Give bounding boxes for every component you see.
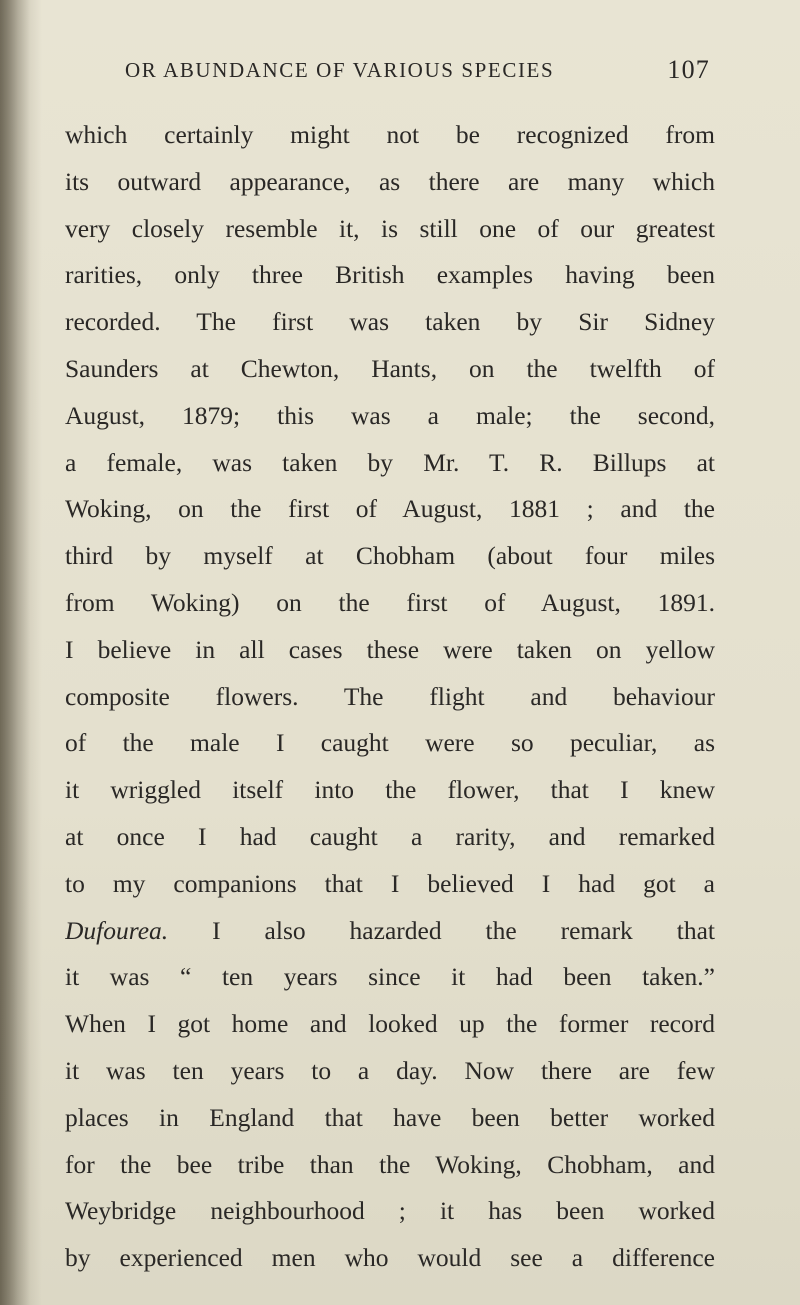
text-line: I believe in all cases these were taken on yellow: [65, 634, 715, 664]
text-line: which certainly might not be recognized from: [65, 120, 715, 149]
running-title: OR ABUNDANCE OF VARIOUS SPECIES: [125, 58, 555, 82]
text-line-continuation: I also hazarded the remark that: [168, 915, 715, 945]
text-line: Weybridge neighbourhood ; it has been worked: [65, 1196, 715, 1226]
text-line: it wriggled itself into the flower, that I knew: [65, 775, 715, 805]
text-line: by experienced men who would see a difference: [65, 1243, 715, 1273]
body-text: [65, 112, 715, 1282]
text-line: places in England that have been better worked: [65, 1102, 715, 1132]
text-line: composite flowers. The flight and behaviour: [65, 681, 715, 711]
page-spine-shadow: [0, 0, 30, 1305]
running-head: [125, 55, 710, 98]
text-line-dufourea: [65, 908, 715, 955]
text-line: recorded. The first was taken by Sir Sidney: [65, 307, 715, 337]
text-line: it was “ ten years since it had been taken.”: [65, 962, 715, 992]
text-line: from Woking) on the first of August, 1891.: [65, 587, 715, 617]
text-line: for the bee tribe than the Woking, Chobham, and: [65, 1149, 715, 1179]
text-line: rarities, only three British examples having been: [65, 260, 715, 290]
italic-genus-name: Dufourea.: [65, 915, 169, 945]
text-line: its outward appearance, as there are many which: [65, 166, 715, 196]
text-line: August, 1879; this was a male; the second,: [65, 400, 715, 430]
text-line: it was ten years to a day. Now there are few: [65, 1055, 715, 1085]
text-line: When I got home and looked up the former record: [65, 1009, 715, 1039]
text-line: Woking, on the first of August, 1881 ; and the: [65, 494, 715, 524]
text-line: at once I had caught a rarity, and remarked: [65, 821, 715, 851]
text-line: very closely resemble it, is still one of our greatest: [65, 213, 715, 243]
text-line: third by myself at Chobham (about four miles: [65, 541, 715, 571]
text-line: a female, was taken by Mr. T. R. Billups at: [65, 447, 715, 477]
text-line: to my companions that I believed I had got a: [65, 868, 715, 898]
page-number: 107: [667, 55, 710, 84]
text-line: Saunders at Chewton, Hants, on the twelfth of: [65, 353, 715, 383]
text-line: of the male I caught were so peculiar, as: [65, 728, 715, 758]
